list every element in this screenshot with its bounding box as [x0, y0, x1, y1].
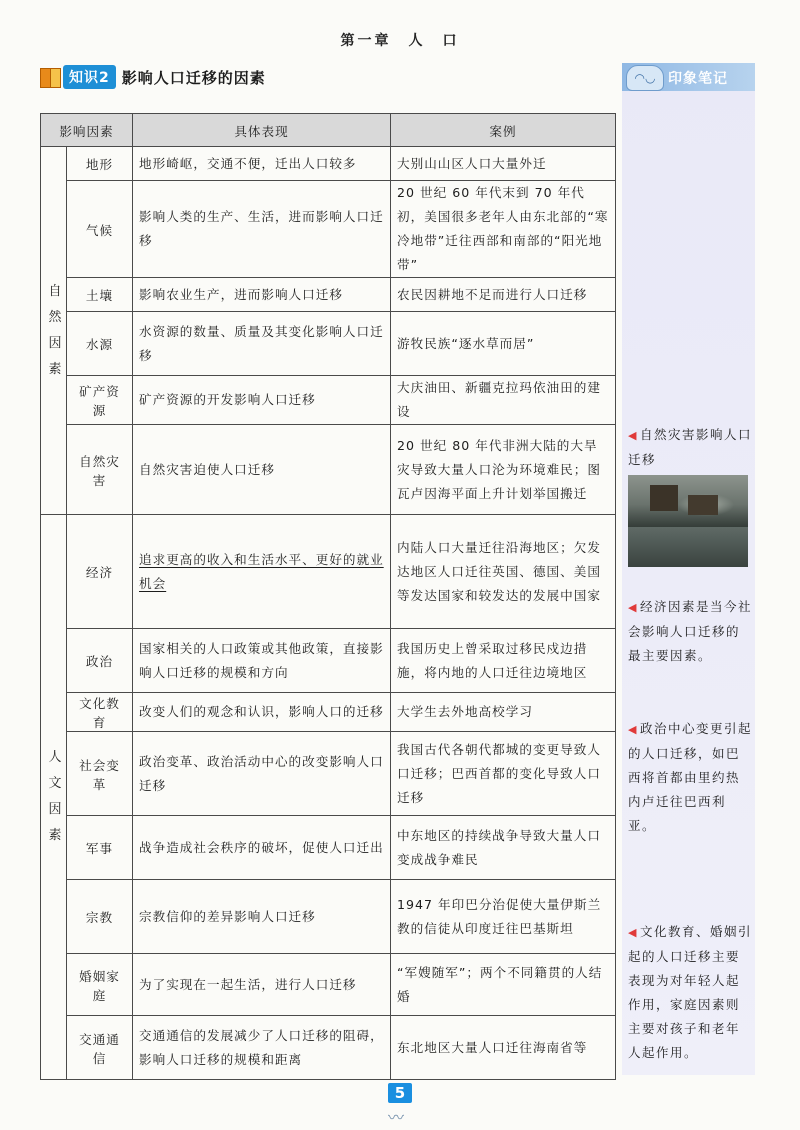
- elephant-icon: ◠◡: [626, 65, 664, 91]
- triangle-marker-icon: ◀: [628, 429, 638, 442]
- table-row: [41, 954, 616, 1016]
- knowledge-badge: 知识2: [63, 65, 116, 89]
- factor-cell: 军事: [67, 816, 133, 880]
- case-cell: 20 世纪 60 年代末到 70 年代初，美国很多老年人由东北部的“寒冷地带”迁往西部和南部的“阳光地带”: [391, 181, 616, 278]
- factor-cell: 政治: [67, 629, 133, 693]
- description-cell: 矿产资源的开发影响人口迁移: [133, 376, 391, 425]
- factor-cell: 气候: [67, 181, 133, 278]
- note-politics: ◀ 政治中心变更引起的人口迁移，如巴西将首都由里约热内卢迁往巴西利亚。: [628, 721, 752, 833]
- book-icon: [40, 66, 60, 88]
- description-cell: 影响农业生产，进而影响人口迁移: [133, 278, 391, 312]
- table-row: [41, 515, 616, 629]
- note-economy: ◀ 经济因素是当今社会影响人口迁移的最主要因素。: [628, 599, 752, 663]
- case-cell: 20 世纪 80 年代非洲大陆的大旱灾导致大量人口沦为环境难民；图瓦卢因海平面上升计划举国搬迁: [391, 425, 616, 515]
- description-cell: 改变人们的观念和认识，影响人口的迁移: [133, 693, 391, 732]
- factor-cell: 文化教育: [67, 693, 133, 732]
- case-cell: 大别山山区人口大量外迁: [391, 147, 616, 181]
- chapter-header: 第一章 人 口: [340, 33, 460, 49]
- sidebar-header: [622, 63, 755, 91]
- triangle-marker-icon: ◀: [628, 926, 638, 939]
- case-cell: 我国古代各朝代都城的变更导致人口迁移；巴西首都的变化导致人口迁移: [391, 732, 616, 816]
- case-cell: 大庆油田、新疆克拉玛依油田的建设: [391, 376, 616, 425]
- section-title: 影响人口迁移的因素: [121, 68, 266, 87]
- table-row: [41, 147, 616, 181]
- table-row: [41, 181, 616, 278]
- factors-table: [40, 113, 616, 1080]
- factor-cell: 经济: [67, 515, 133, 629]
- factor-cell: 社会变革: [67, 732, 133, 816]
- factor-cell: 婚姻家庭: [67, 954, 133, 1016]
- description-cell: 国家相关的人口政策或其他政策，直接影响人口迁移的规模和方向: [133, 629, 391, 693]
- table-row: [41, 312, 616, 376]
- sidebar-title: 印象笔记: [668, 71, 728, 87]
- factor-cell: 矿产资源: [67, 376, 133, 425]
- description-cell: 自然灾害迫使人口迁移: [133, 425, 391, 515]
- header-factor: 影响因素: [41, 114, 133, 147]
- table-row: [41, 1016, 616, 1080]
- note-disaster: ◀ 自然灾害影响人口迁移: [628, 427, 752, 467]
- case-cell: 1947 年印巴分治促使大量伊斯兰教的信徒从印度迁往巴基斯坦: [391, 880, 616, 954]
- page-number: 5: [388, 1083, 412, 1103]
- case-cell: 大学生去外地高校学习: [391, 693, 616, 732]
- triangle-marker-icon: ◀: [628, 601, 638, 614]
- table-row: [41, 693, 616, 732]
- triangle-marker-icon: ◀: [628, 723, 638, 736]
- table-row: [41, 816, 616, 880]
- table-row: [41, 732, 616, 816]
- case-cell: 东北地区大量人口迁往海南省等: [391, 1016, 616, 1080]
- group-natural: 自然因素: [41, 147, 67, 515]
- description-cell: 追求更高的收入和生活水平、更好的就业机会: [133, 515, 391, 629]
- case-cell: 游牧民族“逐水草而居”: [391, 312, 616, 376]
- case-cell: 农民因耕地不足而进行人口迁移: [391, 278, 616, 312]
- factor-cell: 自然灾害: [67, 425, 133, 515]
- description-cell: 影响人类的生产、生活，进而影响人口迁移: [133, 181, 391, 278]
- description-cell: 为了实现在一起生活，进行人口迁移: [133, 954, 391, 1016]
- factor-cell: 交通通信: [67, 1016, 133, 1080]
- table-row: [41, 629, 616, 693]
- factor-cell: 地形: [67, 147, 133, 181]
- factor-cell: 水源: [67, 312, 133, 376]
- description-cell: 水资源的数量、质量及其变化影响人口迁移: [133, 312, 391, 376]
- description-cell: 战争造成社会秩序的破坏，促使人口迁出: [133, 816, 391, 880]
- description-cell: 地形崎岖，交通不便，迁出人口较多: [133, 147, 391, 181]
- table-row: [41, 425, 616, 515]
- table-row: [41, 278, 616, 312]
- description-cell: 宗教信仰的差异影响人口迁移: [133, 880, 391, 954]
- description-cell: 政治变革、政治活动中心的改变影响人口迁移: [133, 732, 391, 816]
- bird-icon: 〰: [388, 1108, 405, 1127]
- section-heading: [40, 62, 266, 92]
- note-culture: ◀ 文化教育、婚姻引起的人口迁移主要表现为对年轻人起作用，家庭因素则主要对孩子和老年人起作用。: [628, 924, 752, 1060]
- factor-cell: 土壤: [67, 278, 133, 312]
- group-human: 人文因素: [41, 515, 67, 1080]
- table-row: [41, 376, 616, 425]
- case-cell: 中东地区的持续战争导致大量人口变成战争难民: [391, 816, 616, 880]
- table-row: [41, 880, 616, 954]
- case-cell: 内陆人口大量迁往沿海地区；欠发达地区人口迁往英国、德国、美国等发达国家和较发达的发展中国家: [391, 515, 616, 629]
- table-header-row: [41, 114, 616, 147]
- header-case: 案例: [391, 114, 616, 147]
- flood-photo: [628, 475, 748, 567]
- case-cell: “军嫂随军”；两个不同籍贯的人结婚: [391, 954, 616, 1016]
- factor-cell: 宗教: [67, 880, 133, 954]
- header-description: 具体表现: [133, 114, 391, 147]
- case-cell: 我国历史上曾采取过移民戍边措施，将内地的人口迁往边境地区: [391, 629, 616, 693]
- description-cell: 交通通信的发展减少了人口迁移的阻碍，影响人口迁移的规模和距离: [133, 1016, 391, 1080]
